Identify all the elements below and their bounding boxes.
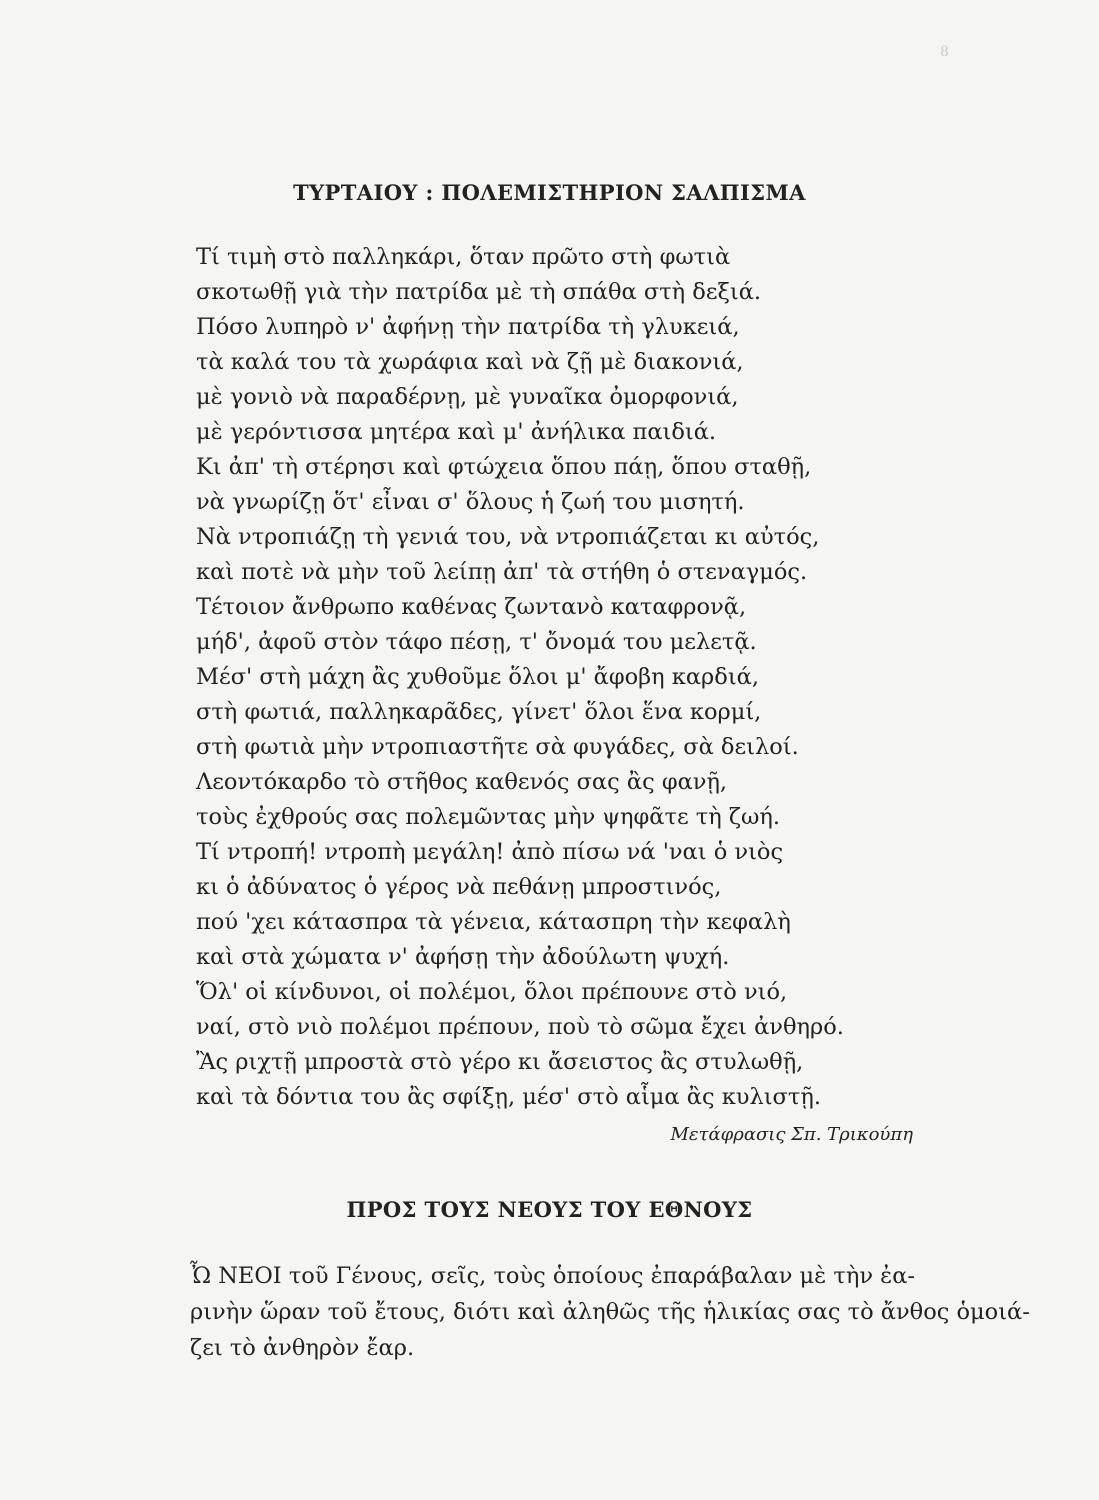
poem-line: Μέσ' στὴ μάχη ἂς χυθοῦμε ὅλοι μ' ἄφοβη καρδιά, bbox=[196, 664, 759, 690]
prose-body bbox=[190, 1258, 1030, 1366]
poem-line: στὴ φωτιὰ μὴν ντροπιαστῆτε σὰ φυγάδες, σὰ δειλοί. bbox=[196, 734, 799, 760]
section-title: ΠΡΟΣ ΤΟΥΣ ΝΕΟΥΣ ΤΟΥ ΕΘΝΟΥΣ bbox=[346, 1197, 753, 1222]
prose-line: Ὦ ΝΕΟΙ τοῦ Γένους, σεῖς, τοὺς ὁποίους ἐπαράβαλαν μὲ τὴν ἐα- bbox=[190, 1263, 916, 1289]
poem-line: νὰ γνωρίζῃ ὅτ' εἶναι σ' ὅλους ἡ ζωή του μισητή. bbox=[196, 489, 745, 515]
poem-body bbox=[196, 240, 976, 1115]
prose-line: ζει τὸ ἀνθηρὸν ἔαρ. bbox=[190, 1335, 415, 1361]
poem-line: Νὰ ντροπιάζῃ τὴ γενιά του, νὰ ντροπιάζεται κι αὐτός, bbox=[196, 524, 820, 550]
poem-line: Ὅλ' οἱ κίνδυνοι, οἱ πολέμοι, ὅλοι πρέπουνε στὸ νιό, bbox=[196, 979, 788, 1005]
poem-line: τὰ καλά του τὰ χωράφια καὶ νὰ ζῇ μὲ διακονιά, bbox=[196, 349, 744, 375]
poem-line: κι ὁ ἀδύνατος ὁ γέρος νὰ πεθάνῃ μπροστινός, bbox=[196, 874, 722, 900]
poem-line: καὶ ποτὲ νὰ μὴν τοῦ λείπῃ ἀπ' τὰ στήθη ὁ στεναγμός. bbox=[196, 559, 808, 585]
poem-line: Τέτοιον ἄνθρωπο καθένας ζωντανὸ καταφρονᾷ, bbox=[196, 594, 747, 620]
poem-line: Πόσο λυπηρὸ ν' ἀφήνῃ τὴν πατρίδα τὴ γλυκειά, bbox=[196, 314, 740, 340]
poem-line: μὲ γερόντισσα μητέρα καὶ μ' ἀνήλικα παιδιά. bbox=[196, 419, 717, 445]
poem-line: πού 'χει κάτασπρα τὰ γένεια, κάτασπρη τὴν κεφαλὴ bbox=[196, 909, 791, 935]
poem-line: στὴ φωτιά, παλληκαρᾶδες, γίνετ' ὅλοι ἕνα κορμί, bbox=[196, 699, 762, 725]
poem-line: Λεοντόκαρδο τὸ στῆθος καθενός σας ἂς φανῇ, bbox=[196, 769, 728, 795]
poem-title: ΤΥΡΤΑΙΟΥ : ΠΟΛΕΜΙΣΤΗΡΙΟΝ ΣΑΛΠΙΣΜΑ bbox=[293, 180, 806, 205]
poem-line: σκοτωθῇ γιὰ τὴν πατρίδα μὲ τὴ σπάθα στὴ δεξιά. bbox=[196, 279, 762, 305]
poem-line: καὶ στὰ χώματα ν' ἀφήσῃ τὴν ἀδούλωτη ψυχή. bbox=[196, 944, 730, 970]
poem-line: Τί τιμὴ στὸ παλληκάρι, ὅταν πρῶτο στὴ φωτιὰ bbox=[196, 244, 731, 270]
translation-attribution: Μετάφρασις Σπ. Τρικούπη bbox=[670, 1124, 913, 1145]
page-number: 8 bbox=[940, 44, 949, 60]
prose-line: ρινὴν ὥραν τοῦ ἔτους, διότι καὶ ἀληθῶς τῆς ἡλικίας σας τὸ ἄνθος ὁμοιά- bbox=[190, 1299, 1030, 1325]
poem-line: τοὺς ἐχθρούς σας πολεμῶντας μὴν ψηφᾶτε τὴ ζωή. bbox=[196, 804, 781, 830]
poem-line: μὲ γονιὸ νὰ παραδέρνῃ, μὲ γυναῖκα ὀμορφονιά, bbox=[196, 384, 739, 410]
poem-line: μήδ', ἀφοῦ στὸν τάφο πέσῃ, τ' ὄνομά του μελετᾷ. bbox=[196, 629, 757, 655]
poem-line: καὶ τὰ δόντια του ἂς σφίξῃ, μέσ' στὸ αἷμα ἂς κυλιστῇ. bbox=[196, 1084, 821, 1110]
poem-line: Τί ντροπή! ντροπὴ μεγάλη! ἀπὸ πίσω νά 'ναι ὁ νιὸς bbox=[196, 839, 784, 865]
poem-line: Ἂς ριχτῇ μπροστὰ στὸ γέρο κι ἄσειστος ἂς στυλωθῇ, bbox=[196, 1049, 804, 1075]
poem-line: Κι ἀπ' τὴ στέρησι καὶ φτώχεια ὅπου πάῃ, ὅπου σταθῇ, bbox=[196, 454, 812, 480]
poem-line: ναί, στὸ νιὸ πολέμοι πρέπουν, ποὺ τὸ σῶμα ἔχει ἀνθηρό. bbox=[196, 1014, 844, 1040]
